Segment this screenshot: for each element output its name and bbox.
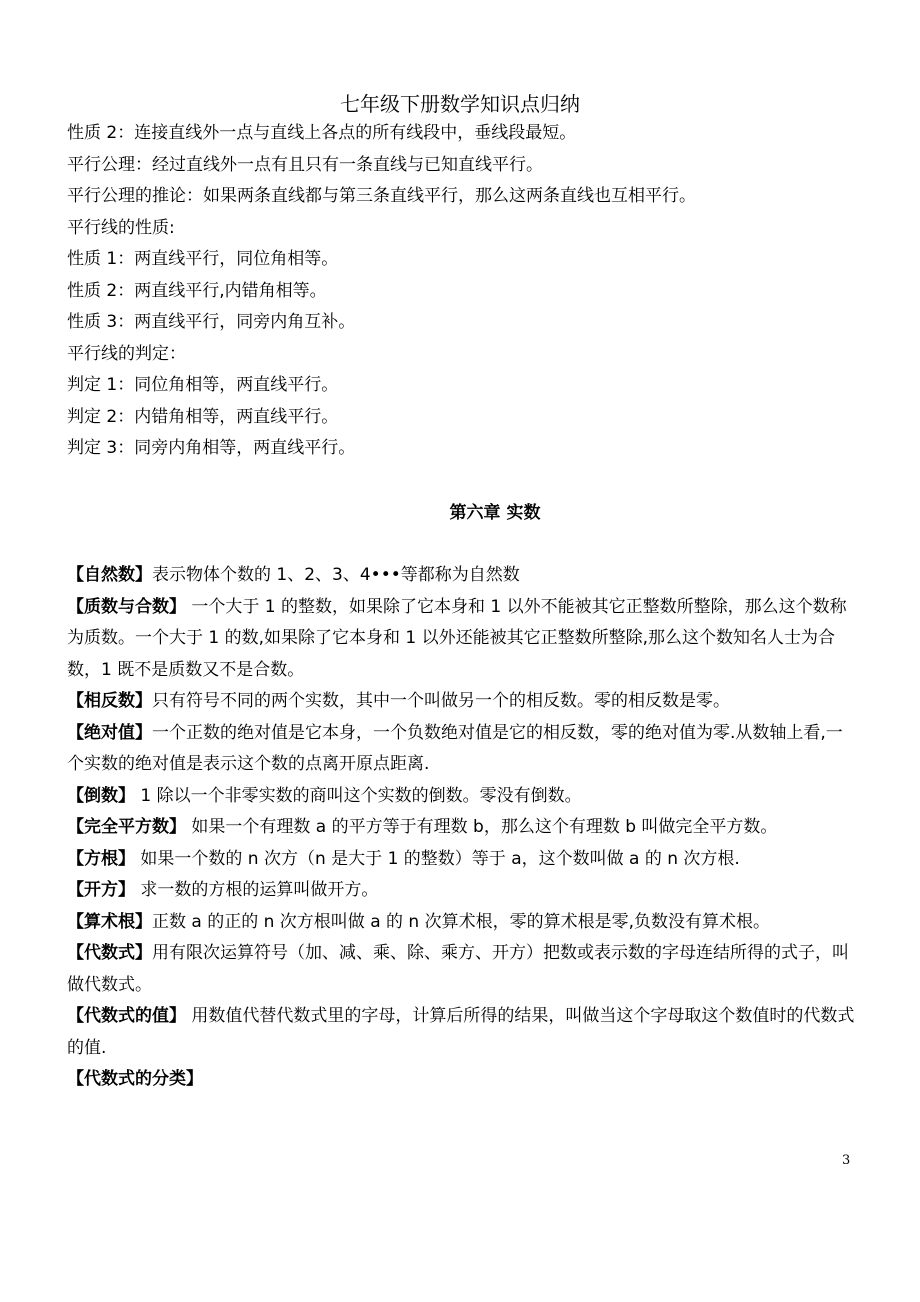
definition-entry	[67, 592, 857, 687]
term-text: 如果一个数的 n 次方（n 是大于 1 的整数）等于 a，这个数叫做 a 的 n 次方根.	[135, 848, 740, 869]
text-line: 性质 2：两直线平行,内错角相等。	[67, 280, 327, 301]
text-line: 平行公理的推论：如果两条直线都与第三条直线平行，那么这两条直线也互相平行。	[67, 186, 696, 206]
definition-entry	[67, 844, 857, 876]
term-label: 【自然数】	[67, 565, 152, 585]
text-line: 性质 3：两直线平行，同旁内角互补。	[67, 312, 356, 332]
term-text: 一个大于 1 的整数，如果除了它本身和 1 以外不能被其它正整数所整除，那么这个数称为质数。一个大于 1 的数,如果除了它本身和 1 以外还能被其它正整数所整除,那么这个数知名人士为合数，1 既不是质数又不是合数。	[67, 596, 847, 680]
chapter-title: 第六章 实数	[449, 503, 541, 523]
definition-entry	[67, 812, 857, 844]
term-label: 【代数式的值】	[67, 1006, 186, 1026]
term-label: 【相反数】	[67, 691, 152, 711]
term-label: 【算术根】	[67, 911, 152, 932]
term-text: 一个正数的绝对值是它本身，一个负数绝对值是它的相反数，零的绝对值为零.从数轴上看,一个实数的绝对值是表示这个数的点离开原点距离.	[67, 722, 843, 774]
text-line: 判定 3：同旁内角相等，两直线平行。	[67, 438, 356, 458]
page-title: 七年级下册数学知识点归纳	[340, 92, 580, 116]
text-line: 判定 2：内错角相等，两直线平行。	[67, 406, 339, 427]
definition-entry	[67, 560, 857, 592]
term-text: 1 除以一个非零实数的商叫这个实数的倒数。零没有倒数。	[135, 785, 582, 806]
term-text: 用有限次运算符号（加、减、乘、除、乘方、开方）把数或表示数的字母连结所得的式子，叫做代数式。	[67, 943, 849, 995]
text-line: 判定 1：同位角相等，两直线平行。	[67, 375, 339, 395]
page-number: 3	[842, 1153, 851, 1168]
definition-entry	[67, 1064, 857, 1096]
parallel-lines-section	[67, 118, 857, 465]
definition-entry	[67, 907, 857, 939]
term-label: 【开方】	[67, 880, 135, 900]
term-text: 表示物体个数的 1、2、3、4•••等都称为自然数	[152, 565, 520, 585]
text-line: 性质 2：连接直线外一点与直线上各点的所有线段中，垂线段最短。	[67, 123, 577, 143]
text-line: 平行公理：经过直线外一点有且只有一条直线与已知直线平行。	[67, 154, 543, 175]
definition-entry	[67, 875, 857, 907]
term-text: 用数值代替代数式里的字母，计算后所得的结果，叫做当这个字母取这个数值时的代数式的值.	[67, 1006, 855, 1058]
term-label: 【倒数】	[67, 785, 135, 806]
term-text: 只有符号不同的两个实数，其中一个叫做另一个的相反数。零的相反数是零。	[152, 691, 730, 711]
term-label: 【完全平方数】	[67, 817, 186, 837]
definition-entry	[67, 1001, 857, 1064]
text-line: 平行线的性质:	[67, 217, 175, 238]
text-line: 平行线的判定：	[67, 343, 186, 364]
term-label: 【方根】	[67, 848, 135, 869]
definition-entry	[67, 686, 857, 718]
definition-entry	[67, 718, 857, 781]
definition-entry	[67, 938, 857, 1001]
real-numbers-section	[67, 560, 857, 1096]
text-line: 性质 1：两直线平行，同位角相等。	[67, 249, 339, 269]
term-label: 【代数式的分类】	[67, 1069, 203, 1089]
term-label: 【质数与合数】	[67, 596, 186, 617]
term-label: 【代数式】	[67, 943, 152, 963]
term-label: 【绝对值】	[67, 722, 152, 743]
term-text: 如果一个有理数 a 的平方等于有理数 b，那么这个有理数 b 叫做完全平方数。	[186, 817, 778, 837]
term-text: 正数 a 的正的 n 次方根叫做 a 的 n 次算术根，零的算术根是零,负数没有算术根。	[152, 911, 771, 932]
term-text: 求一数的方根的运算叫做开方。	[135, 880, 379, 900]
definition-entry	[67, 781, 857, 813]
